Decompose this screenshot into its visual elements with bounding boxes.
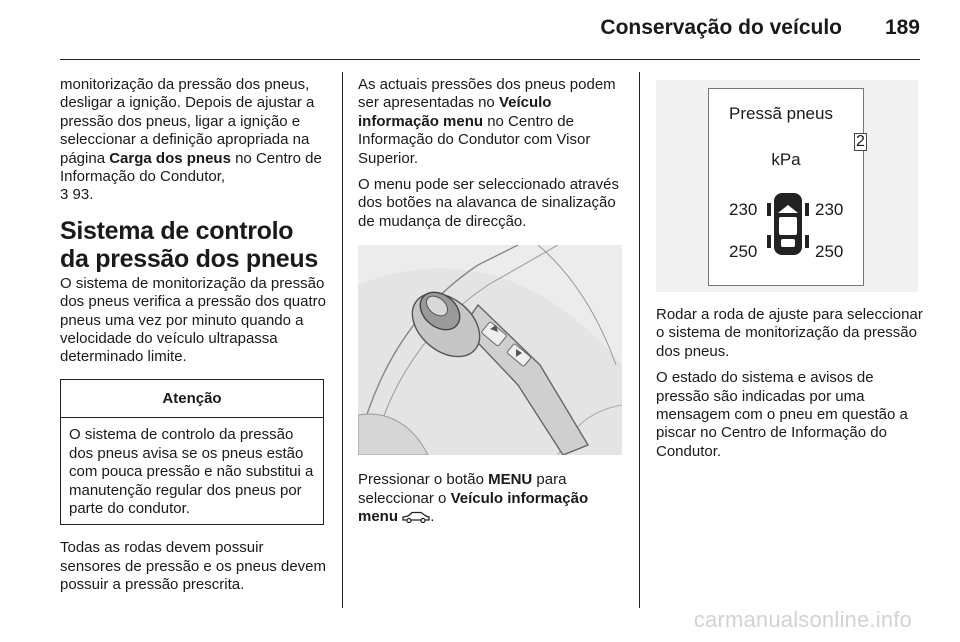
warning-title: Atenção [61,380,323,418]
rear-right-pressure: 250 [815,242,844,261]
column-2 [358,76,624,534]
column-3 [656,76,926,469]
front-left-pressure: 230 [729,200,758,219]
tire-pressure-display-illustration [656,80,918,292]
page-ref-link[interactable]: 93. [68,186,94,204]
pressure-display-paragraph: As actuais pressões dos pneus podem ser apresentadas no Veículo informação menu no Centro de Informação do Condutor com Visor Superior. [358,76,616,167]
turn-signal-stalk-illustration [358,245,622,455]
tire-pressure-title: Pressã pneus [729,104,833,123]
section-heading: Sistema de controlo da pressão dos pneus [60,216,318,273]
menu-button-label: MENU [488,471,533,489]
warning-body: O sistema de controlo da pressão dos pneus avisa se os pneus estão com pouca pressão e não substitui a manutenção regular dos pneus por parte do condutor. [69,426,314,517]
menu-select-paragraph: O menu pode ser seleccionado através dos botões na alavanca de sinalização de mudança de direcção. [358,176,619,230]
rear-left-pressure: 250 [729,242,758,261]
intro-paragraph: monitorização da pressão dos pneus, desligar a ignição. Depois de ajustar a pressão dos pneus, ligar a ignição e seleccionar a definição apropriada na página Carga dos pneus no Centro de Informação do Condutor, 3 93. [60,76,322,204]
column-1 [60,76,328,603]
pressure-unit: kPa [771,150,801,169]
warning-box [60,379,324,525]
header-title: Conservação do veículo [600,16,842,39]
column-divider-1 [342,72,343,608]
adjust-wheel-paragraph: Rodar a roda de ajuste para seleccionar o sistema de monitorização da pressão dos pneus. [656,306,923,360]
column-divider-2 [639,72,640,608]
header-rule [60,59,920,60]
display-page-indicator: 2 [856,133,865,150]
car-top-view-icon [767,191,809,257]
page-number: 189 [884,16,920,39]
front-right-pressure: 230 [815,200,844,219]
menu-button-paragraph: Pressionar o botão MENU para seleccionar o Veículo informação menu . [358,471,589,526]
system-status-paragraph: O estado do sistema e avisos de pressão são indicadas por uma mensagem com o pneu em questão a piscar no Centro de Informação do Condutor. [656,369,908,460]
watermark: carmanualsonline.info [693,607,912,632]
tire-pressure-screen [708,88,864,286]
page-ref-arrow-icon: 3 [60,186,69,204]
sensor-paragraph: Todas as rodas devem possuir sensores de pressão e os pneus devem possuir a pressão prescrita. [60,539,326,594]
section-paragraph: O sistema de monitorização da pressão dos pneus verifica a pressão dos quatro pneus uma vez por minuto quando a velocidade do veículo ultrapassa determinado limite. [60,274,326,366]
car-menu-icon [402,511,430,523]
